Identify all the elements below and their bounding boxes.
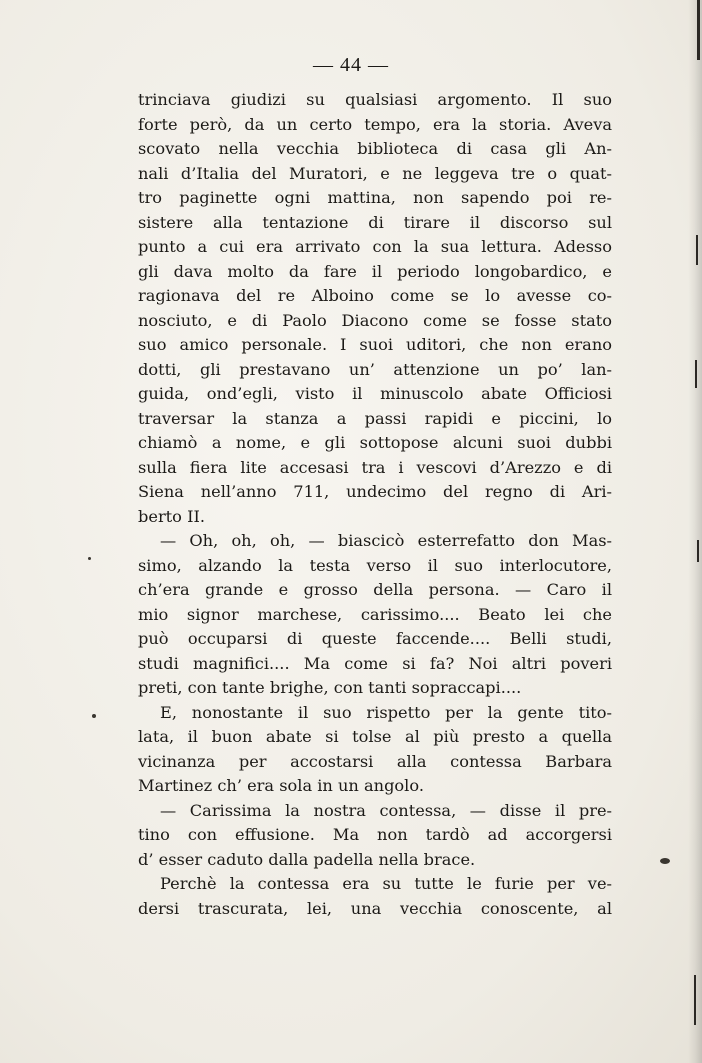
text-line: chiamò a nome, e gli sottopose alcuni suoi dubbi: [138, 433, 612, 452]
text-line: ragionava del re Alboino come se lo avesse co-: [138, 286, 612, 305]
text-line: dersi trascurata, lei, una vecchia conoscente, al: [138, 898, 612, 918]
text-line: gli dava molto da fare il periodo longobardico, e: [138, 261, 612, 281]
text-line: — Oh, oh, oh, — biascicò esterrefatto don Mas-: [160, 531, 612, 550]
ink-speck: [88, 557, 91, 560]
text-line: Siena nell’anno 711, undecimo del regno di Ari-: [138, 482, 612, 501]
text-line: mio signor marchese, carissimo.... Beato lei che: [138, 604, 612, 624]
edge-mark: [695, 360, 697, 388]
text-line: dotti, gli prestavano un’ attenzione un po’ lan-: [138, 359, 612, 379]
text-line: suo amico personale. I suoi uditori, che non erano: [138, 335, 612, 354]
text-line: simo, alzando la testa verso il suo interlocutore,: [138, 555, 612, 575]
text-line: guida, ond’egli, visto il minuscolo abate Officiosi: [138, 384, 612, 403]
text-line: Martinez ch’ era sola in un angolo.: [138, 776, 424, 795]
text-line: può occuparsi di queste faccende.... Belli studi,: [138, 629, 612, 648]
text-line: — Carissima la nostra contessa, — disse il pre-: [160, 800, 612, 820]
edge-mark: [697, 0, 700, 60]
edge-mark: [694, 975, 696, 1025]
edge-mark: [697, 540, 699, 562]
text-line: sulla fiera lite accesasi tra i vescovi d’Arezzo e di: [138, 457, 612, 477]
text-line: punto a cui era arrivato con la sua lettura. Adesso: [138, 237, 612, 256]
ink-speck: [660, 858, 670, 864]
text-line: scovato nella vecchia biblioteca di casa gli An-: [138, 139, 612, 158]
text-line: lata, il buon abate si tolse al più presto a quella: [138, 727, 612, 746]
binding-edge-shadow: [688, 0, 702, 1063]
text-line: ch’era grande e grosso della persona. — Caro il: [138, 580, 612, 599]
text-line: E, nonostante il suo rispetto per la gente tito-: [160, 702, 612, 722]
text-line: tino con effusione. Ma non tardò ad accorgersi: [138, 825, 612, 844]
text-line: sistere alla tentazione di tirare il discorso sul: [138, 212, 612, 232]
text-line: preti, con tante brighe, con tanti sopraccapi....: [138, 678, 522, 697]
text-line: vicinanza per accostarsi alla contessa Barbara: [138, 751, 612, 771]
text-line: berto II.: [138, 506, 206, 526]
body-text: [138, 88, 612, 921]
text-line: trinciava giudizi su qualsiasi argomento. Il suo: [138, 90, 612, 109]
page-number: — 44 —: [313, 54, 389, 76]
ink-speck: [92, 714, 96, 718]
text-line: d’ esser caduto dalla padella nella brace.: [138, 849, 476, 869]
text-line: nali d’Italia del Muratori, e ne leggeva tre o quat-: [138, 163, 612, 183]
edge-mark: [696, 235, 698, 265]
text-line: Perchè la contessa era su tutte le furie per ve-: [160, 874, 612, 893]
text-line: forte però, da un certo tempo, era la storia. Aveva: [138, 114, 612, 134]
text-line: traversar la stanza a passi rapidi e piccini, lo: [138, 408, 612, 428]
text-line: tro paginette ogni mattina, non sapendo poi re-: [138, 188, 612, 207]
text-line: studi magnifici.... Ma come si fa? Noi altri poveri: [138, 653, 612, 673]
text-line: nosciuto, e di Paolo Diacono come se fosse stato: [138, 310, 612, 330]
